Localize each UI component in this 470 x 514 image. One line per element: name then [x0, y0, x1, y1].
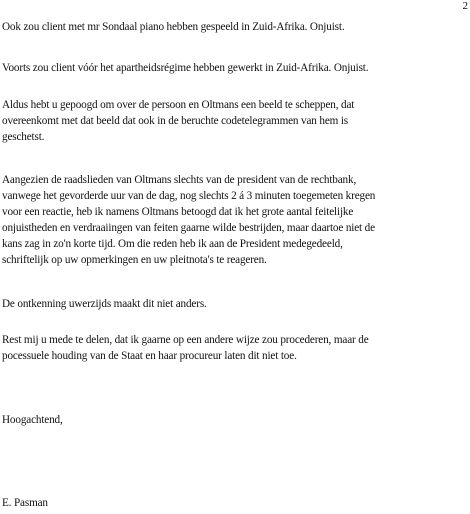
page-number: 2 — [462, 0, 468, 12]
paragraph-court-response — [2, 172, 464, 268]
paragraph-apartheid-claim — [2, 60, 464, 76]
paragraph-line: Ook zou client met mr Sondaal piano hebben gespeeld in Zuid-Afrika. Onjuist. — [2, 21, 345, 33]
paragraph-procedure — [2, 332, 464, 364]
paragraph-line: overeenkomt met dat beeld dat ook in de beruchte codetelegrammen van hem is — [2, 115, 348, 127]
signature-name: E. Pasman — [2, 497, 48, 509]
paragraph-line: onjuistheden en verdraaiingen van feiten gaarne wilde bestrijden, maar daartoe niet de — [2, 222, 375, 234]
paragraph-line: kans zag in zo'n korte tijd. Om die reden heb ik aan de President medegedeeld, — [2, 238, 343, 250]
paragraph-line: pocessuele houding van de Staat en haar procureur laten dit niet toe. — [2, 350, 297, 362]
paragraph-line: schriftelijk op uw opmerkingen en uw pleitnota's te reageren. — [2, 254, 267, 266]
paragraph-line: voor een reactie, heb ik namens Oltmans betoogd dat ik het grote aantal feitelijke — [2, 206, 354, 218]
paragraph-line: Voorts zou client vóór het apartheidsrégime hebben gewerkt in Zuid-Afrika. Onjuist. — [2, 62, 369, 74]
paragraph-line: De ontkenning uwerzijds maakt dit niet anders. — [2, 298, 207, 310]
paragraph-line: Aangezien de raadslieden van Oltmans slechts van de president van de rechtbank, — [2, 174, 357, 186]
paragraph-line: Rest mij u mede te delen, dat ik gaarne op een andere wijze zou procederen, maar de — [2, 334, 369, 346]
paragraph-line: geschetst. — [2, 131, 45, 143]
paragraph-piano-claim — [2, 19, 464, 35]
closing-greeting: Hoogachtend, — [2, 414, 63, 426]
paragraph-denial — [2, 296, 464, 312]
paragraph-line: vanwege het gevorderde uur van de dag, nog slechts 2 á 3 minuten toegemeten kregen — [2, 190, 376, 202]
paragraph-image-of-person — [2, 97, 464, 145]
paragraph-line: Aldus hebt u gepoogd om over de persoon en Oltmans een beeld te scheppen, dat — [2, 99, 355, 111]
